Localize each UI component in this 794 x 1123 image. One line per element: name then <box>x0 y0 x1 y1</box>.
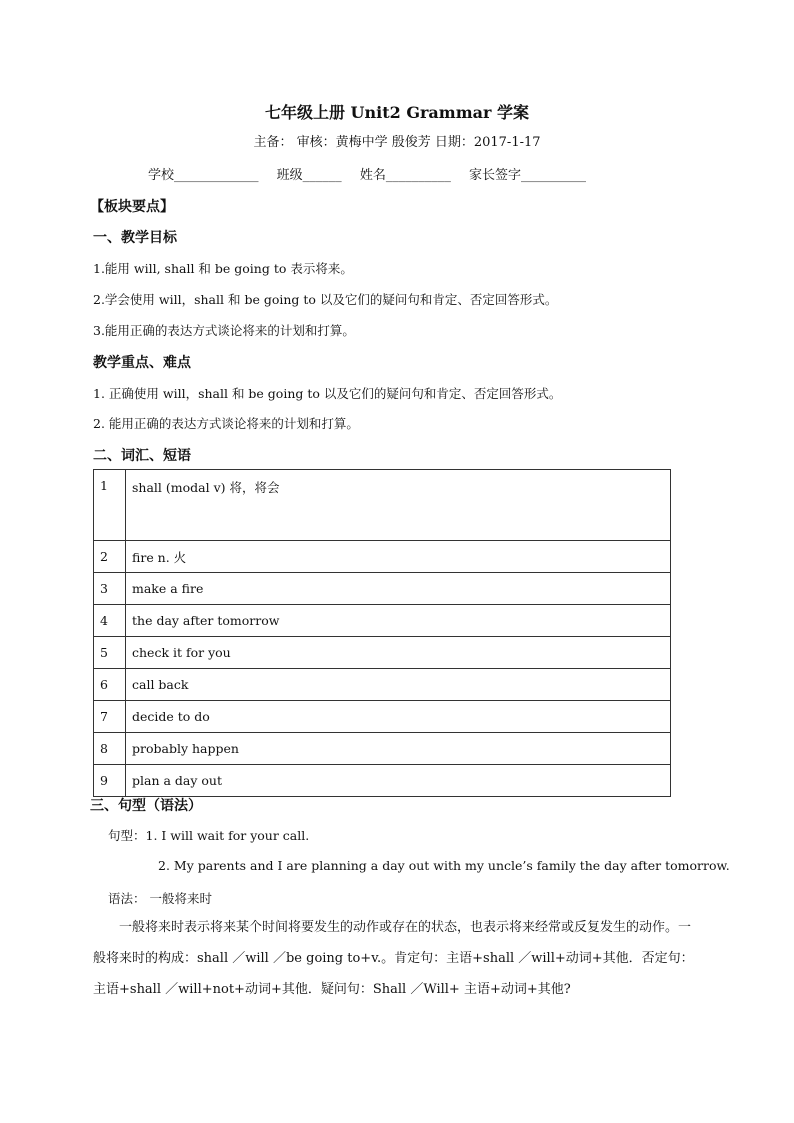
table-row <box>94 573 671 605</box>
keypoint-item: 1. 正确使用 will，shall 和 be going to 以及它们的疑问句和肯定、否定回答形式。 <box>93 386 562 401</box>
row-phrase: make a fire <box>126 573 671 605</box>
table-row <box>94 765 671 797</box>
parent-signature-blank[interactable]: __________ <box>520 168 586 183</box>
author-meta: 主备： 审核：黄梅中学 殷俊芳 日期：2017-1-17 <box>253 135 541 150</box>
name-blank[interactable]: __________ <box>385 168 451 183</box>
page-title: 七年级上册 Unit2 Grammar 学案 <box>264 103 530 122</box>
school-blank[interactable]: _____________ <box>174 168 259 183</box>
grammar-label: 语法： 一般将来时 <box>108 891 212 906</box>
block-key-heading: 【板块要点】 <box>90 199 174 215</box>
sentence-heading: 三、句型（语法） <box>90 798 202 814</box>
row-phrase: probably happen <box>126 733 671 765</box>
row-number: 9 <box>94 765 126 797</box>
name-label: 姓名 <box>359 168 386 183</box>
row-number: 5 <box>94 637 126 669</box>
row-phrase: check it for you <box>126 637 671 669</box>
table-row <box>94 733 671 765</box>
class-blank[interactable]: ______ <box>302 168 342 183</box>
sentence-pattern-1: 句型：1. I will wait for your call. <box>108 828 310 843</box>
table-row <box>94 605 671 637</box>
goal-item: 2.学会使用 will，shall 和 be going to 以及它们的疑问句和肯定、否定回答形式。 <box>93 292 558 307</box>
row-phrase: fire n. 火 <box>126 541 671 573</box>
table-row <box>94 637 671 669</box>
table-row <box>94 669 671 701</box>
row-number: 3 <box>94 573 126 605</box>
row-number: 4 <box>94 605 126 637</box>
goals-heading: 一、教学目标 <box>93 230 177 246</box>
table-row <box>94 470 671 541</box>
row-number: 6 <box>94 669 126 701</box>
table-row <box>94 541 671 573</box>
vocab-heading: 二、词汇、短语 <box>93 448 191 464</box>
vocab-table <box>93 469 671 797</box>
row-phrase: the day after tomorrow <box>126 605 671 637</box>
row-phrase: shall (modal v) 将，将会 <box>126 470 671 541</box>
parent-signature-label: 家长签字 <box>468 168 521 183</box>
goal-item: 1.能用 will, shall 和 be going to 表示将来。 <box>93 261 353 276</box>
keypoints-heading: 教学重点、难点 <box>93 355 191 371</box>
row-phrase: call back <box>126 669 671 701</box>
keypoint-item: 2. 能用正确的表达方式谈论将来的计划和打算。 <box>93 416 359 431</box>
grammar-paragraph: 一般将来时表示将来某个时间将要发生的动作或存在的状态，也表示将来经常或反复发生的动作。一般将来时的构成：shall ／will ／be going to+v.。肯定句：主语+shall ／will+动词+其他．否定句：主语+shall ／will+not+动词+其他．疑问句：Shall ／Will+ 主语+动词+其他? <box>93 920 694 997</box>
student-info-fields <box>148 164 586 183</box>
row-number: 2 <box>94 541 126 573</box>
row-phrase: decide to do <box>126 701 671 733</box>
goal-item: 3.能用正确的表达方式谈论将来的计划和打算。 <box>93 323 355 338</box>
row-number: 1 <box>94 470 126 541</box>
table-row <box>94 701 671 733</box>
row-phrase: plan a day out <box>126 765 671 797</box>
row-number: 8 <box>94 733 126 765</box>
row-number: 7 <box>94 701 126 733</box>
class-label: 班级 <box>276 168 303 183</box>
sentence-pattern-2: 2. My parents and I are planning a day out with my uncle’s family the day after tomorrow. <box>158 858 730 873</box>
school-label: 学校 <box>148 168 175 183</box>
